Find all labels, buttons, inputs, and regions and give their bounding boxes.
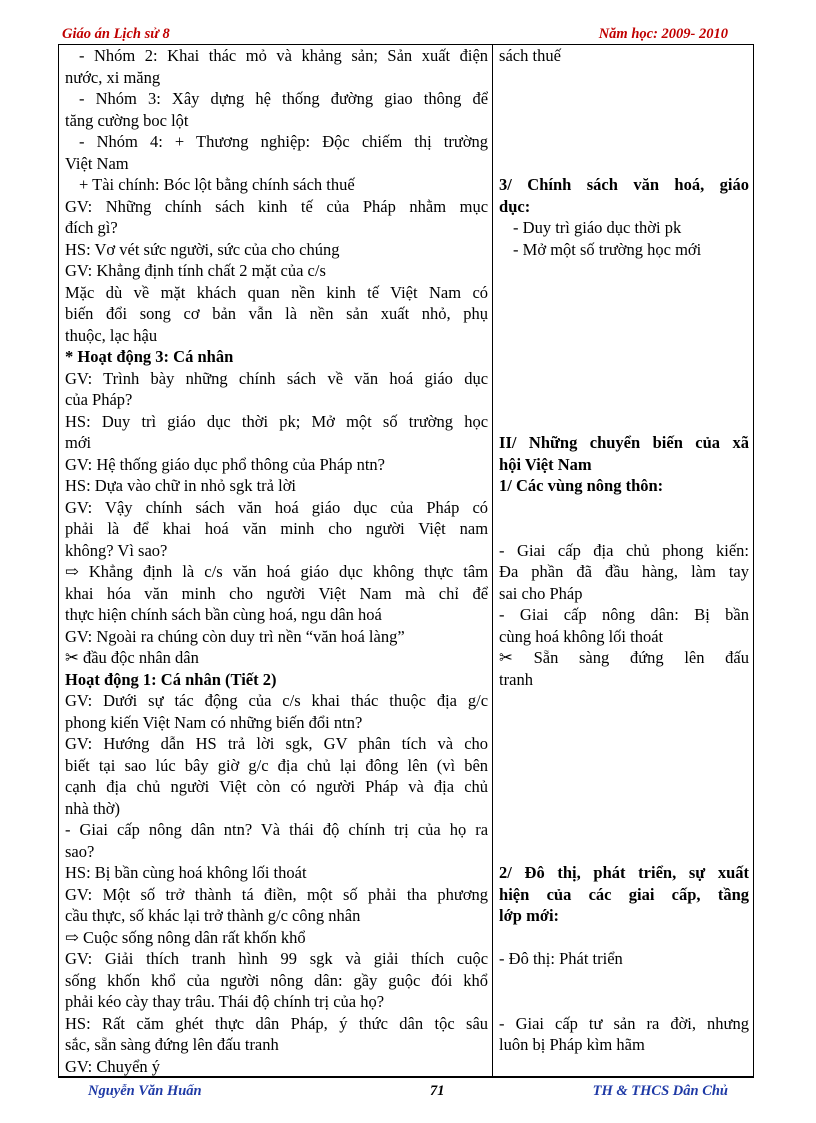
text-line: của Pháp? xyxy=(65,390,133,409)
text-line: + Tài chính: Bóc lột bằng chính sách thuế xyxy=(79,175,355,194)
text-line: GV: Một số trở thành tá điền, một số phải tha phương xyxy=(65,884,489,904)
lesson-table xyxy=(58,44,754,1078)
text-line: - Giai cấp nông dân: Bị bần xyxy=(499,605,749,624)
text-line: ⇨ Khẳng định là c/s văn hoá giáo dục không thực tâm xyxy=(65,562,489,581)
text-line: GV: Ngoài ra chúng còn duy trì nền “văn hoá làng” xyxy=(65,626,405,646)
section-heading: 3/ Chính sách văn hoá, giáo xyxy=(499,175,749,194)
lesson-content-column xyxy=(493,45,754,1078)
text-line: sao? xyxy=(65,841,95,861)
text-line: cạnh địa chủ người Việt còn có người Pháp và địa chủ xyxy=(65,777,489,796)
text-line: ⇨ Cuộc sống nông dân rất khốn khổ xyxy=(65,927,306,947)
text-line: - Giai cấp tư sản ra đời, nhưng xyxy=(499,1013,749,1033)
footer-rule xyxy=(58,1076,754,1077)
text-line: - Giai cấp nông dân ntn? Và thái độ chính trị của họ ra xyxy=(65,820,489,839)
section-heading: hiện của các giai cấp, tầng xyxy=(499,884,749,904)
text-line: GV: Khẳng định tính chất 2 mặt của c/s xyxy=(65,261,326,280)
text-line: tranh xyxy=(499,669,533,689)
text-line: nhà thờ) xyxy=(65,798,121,818)
text-line: biến đổi song cơ bản vẫn là nền sản xuất nhỏ, phụ xyxy=(65,304,489,323)
section-heading: hội Việt Nam xyxy=(499,454,592,474)
header-school-year: Năm học: 2009- 2010 xyxy=(598,26,728,42)
text-line: GV: Giải thích tranh hình 99 sgk và giải thích cuộc xyxy=(65,949,489,968)
text-line: luôn bị Pháp kìm hãm xyxy=(499,1035,645,1054)
text-line: GV: Vậy chính sách văn hoá giáo dục của Pháp có xyxy=(65,497,489,517)
footer-author: Nguyễn Văn Huấn xyxy=(88,1083,202,1099)
text-line: sắc, sẵn sàng đứng lên đấu tranh xyxy=(65,1035,279,1054)
text-line: HS: Dựa vào chữ in nhỏ sgk trả lời xyxy=(65,476,296,495)
section-heading: II/ Những chuyển biến của xã xyxy=(499,433,749,452)
text-line: HS: Vơ vét sức người, sức của cho chúng xyxy=(65,239,340,259)
activity-heading: Hoạt động 1: Cá nhân (Tiết 2) xyxy=(65,669,277,689)
text-line: khai hóa văn minh cho người Việt Nam mà chỉ để xyxy=(65,583,489,603)
text-line: Đa phần đã đầu hàng, làm tay xyxy=(499,562,749,581)
text-line: HS: Rất căm ghét thực dân Pháp, ý thức dân tộc sâu xyxy=(65,1013,489,1033)
text-line: phải kéo cày thay trâu. Thái độ chính trị của họ? xyxy=(65,992,385,1011)
section-heading: dục: xyxy=(499,196,531,216)
text-line: thực hiện chính sách bần cùng hoá, ngu dân hoá xyxy=(65,605,382,624)
activity-heading: * Hoạt động 3: Cá nhân xyxy=(65,347,234,366)
text-line: ✂ đầu độc nhân dân xyxy=(65,648,199,667)
text-line: sống khốn khổ của người nông dân: gầy guộc đói khổ xyxy=(65,970,489,990)
text-line: phải là để khai hoá văn minh cho người Việt nam xyxy=(65,519,489,538)
text-line: đích gì? xyxy=(65,218,118,237)
text-line: cầu thực, số khác lại trở thành g/c công nhân xyxy=(65,906,361,925)
text-line: HS: Bị bần cùng hoá không lối thoát xyxy=(65,863,307,882)
header-subject: Giáo án Lịch sử 8 xyxy=(62,26,170,42)
section-heading: 2/ Đô thị, phát triển, sự xuất xyxy=(499,863,749,882)
text-line: cùng hoá không lối thoát xyxy=(499,626,664,646)
text-line: ✂ Sẵn sàng đứng lên đấu xyxy=(499,648,749,667)
text-line: tăng cường boc lột xyxy=(65,110,189,130)
text-line: sách thuế xyxy=(499,46,561,65)
text-line: GV: Dưới sự tác động của c/s khai thác thuộc địa g/c xyxy=(65,691,489,710)
text-line: - Đô thị: Phát triển xyxy=(499,949,623,968)
text-line: Việt Nam xyxy=(65,153,129,173)
section-heading: 1/ Các vùng nông thôn: xyxy=(499,476,664,495)
text-line: biết tại sao lúc bây giờ g/c địa chủ lại đông lên (vì bên xyxy=(65,755,489,775)
text-line: GV: Những chính sách kinh tế của Pháp nhằm mục xyxy=(65,196,489,216)
text-line: nước, xi măng xyxy=(65,67,161,87)
text-line: - Duy trì giáo dục thời pk xyxy=(513,218,682,237)
text-line: Mặc dù về mặt khách quan nền kinh tế Việt Nam có xyxy=(65,282,489,302)
text-line: GV: Trình bày những chính sách về văn hoá giáo dục xyxy=(65,368,489,388)
text-line: - Nhóm 2: Khai thác mỏ và khảng sản; Sản xuất điện xyxy=(79,46,489,65)
text-line: GV: Hướng dẫn HS trả lời sgk, GV phân tích và cho xyxy=(65,734,489,753)
teaching-activities-column xyxy=(59,45,493,1078)
text-line: phong kiến Việt Nam có những biến đổi ntn? xyxy=(65,712,363,732)
text-line: - Giai cấp địa chủ phong kiến: xyxy=(499,540,749,560)
text-line: không? Vì sao? xyxy=(65,540,168,560)
text-line: - Mở một số trường học mới xyxy=(513,239,702,259)
section-heading: lớp mới: xyxy=(499,906,560,925)
text-line: - Nhóm 4: + Thương nghiệp: Độc chiếm thị trường xyxy=(79,132,489,151)
text-line: thuộc, lạc hậu xyxy=(65,325,158,345)
text-line: mới xyxy=(65,433,92,452)
page-number: 71 xyxy=(430,1083,445,1099)
text-line: GV: Hệ thống giáo dục phổ thông của Pháp ntn? xyxy=(65,454,386,474)
footer-school: TH & THCS Dân Chủ xyxy=(592,1083,728,1099)
text-line: - Nhóm 3: Xây dựng hệ thống đường giao thông để xyxy=(79,89,489,108)
text-line: GV: Chuyển ý xyxy=(65,1056,161,1076)
text-line: HS: Duy trì giáo dục thời pk; Mở một số trường học xyxy=(65,411,489,431)
text-line: sai cho Pháp xyxy=(499,583,583,603)
